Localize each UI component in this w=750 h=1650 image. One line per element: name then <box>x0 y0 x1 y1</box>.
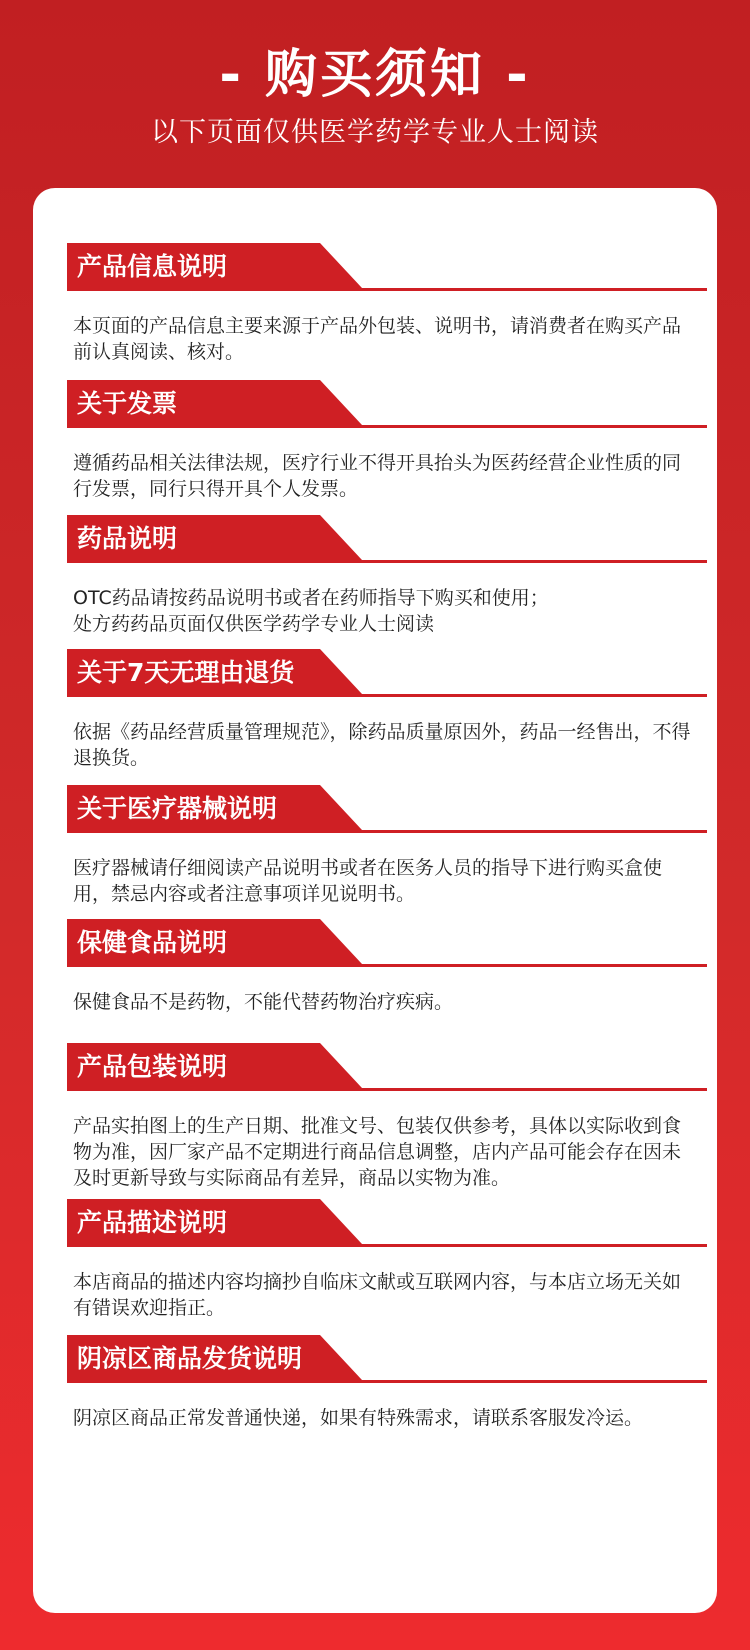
section-title: 产品包装说明 <box>77 1052 228 1081</box>
section-title: 产品描述说明 <box>77 1208 228 1237</box>
section-banner <box>67 380 707 432</box>
section-title: 药品说明 <box>77 524 178 553</box>
section-title: 产品信息说明 <box>77 252 228 281</box>
section-banner <box>67 243 707 295</box>
section-title: 保健食品说明 <box>77 928 228 957</box>
section-banner <box>67 649 707 701</box>
page-subtitle: 以下页面仅供医学药学专业人士阅读 <box>151 117 599 148</box>
section-banner <box>67 919 707 971</box>
section-title: 阴凉区商品发货说明 <box>77 1344 303 1373</box>
section-banner <box>67 1199 707 1251</box>
section-body: 产品实拍图上的生产日期、批准文号、包装仅供参考，具体以实际收到食物为准，因厂家产品不定期进行商品信息调整，店内产品可能会存在因未及时更新导致与实际商品有差异，商品以实物为准。 <box>73 1115 682 1189</box>
section-banner <box>67 1043 707 1095</box>
section-body: 医疗器械请仔细阅读产品说明书或者在医务人员的指导下进行购买盒使用，禁忌内容或者注意事项详见说明书。 <box>73 857 663 905</box>
section-body: 本店商品的描述内容均摘抄自临床文献或互联网内容，与本店立场无关如有错误欢迎指正。 <box>73 1271 682 1319</box>
section-title: 关于医疗器械说明 <box>77 794 278 823</box>
section-body: 本页面的产品信息主要来源于产品外包装、说明书，请消费者在购买产品前认真阅读、核对。 <box>73 315 682 363</box>
section-banner <box>67 785 707 837</box>
section-title: 关于发票 <box>77 389 178 418</box>
section-body: 阴凉区商品正常发普通快递，如果有特殊需求，请联系客服发冷运。 <box>73 1407 644 1429</box>
section-banner <box>67 1335 707 1387</box>
page-header <box>0 0 750 190</box>
section-body: 依据《药品经营质量管理规范》，除药品质量原因外，药品一经售出，不得退换货。 <box>73 721 691 769</box>
section-body: 保健食品不是药物，不能代替药物治疗疾病。 <box>73 991 454 1013</box>
section-banner <box>67 515 707 567</box>
notice-card <box>33 188 717 1613</box>
section-title: 关于7天无理由退货 <box>77 658 295 687</box>
page-title: - 购买须知 - <box>219 45 531 105</box>
section-body: OTC药品请按药品说明书或者在药师指导下购买和使用； 处方药药品页面仅供医学药学专业人士阅读 <box>73 587 549 635</box>
section-body: 遵循药品相关法律法规，医疗行业不得开具抬头为医药经营企业性质的同行发票，同行只得开具个人发票。 <box>73 452 682 500</box>
